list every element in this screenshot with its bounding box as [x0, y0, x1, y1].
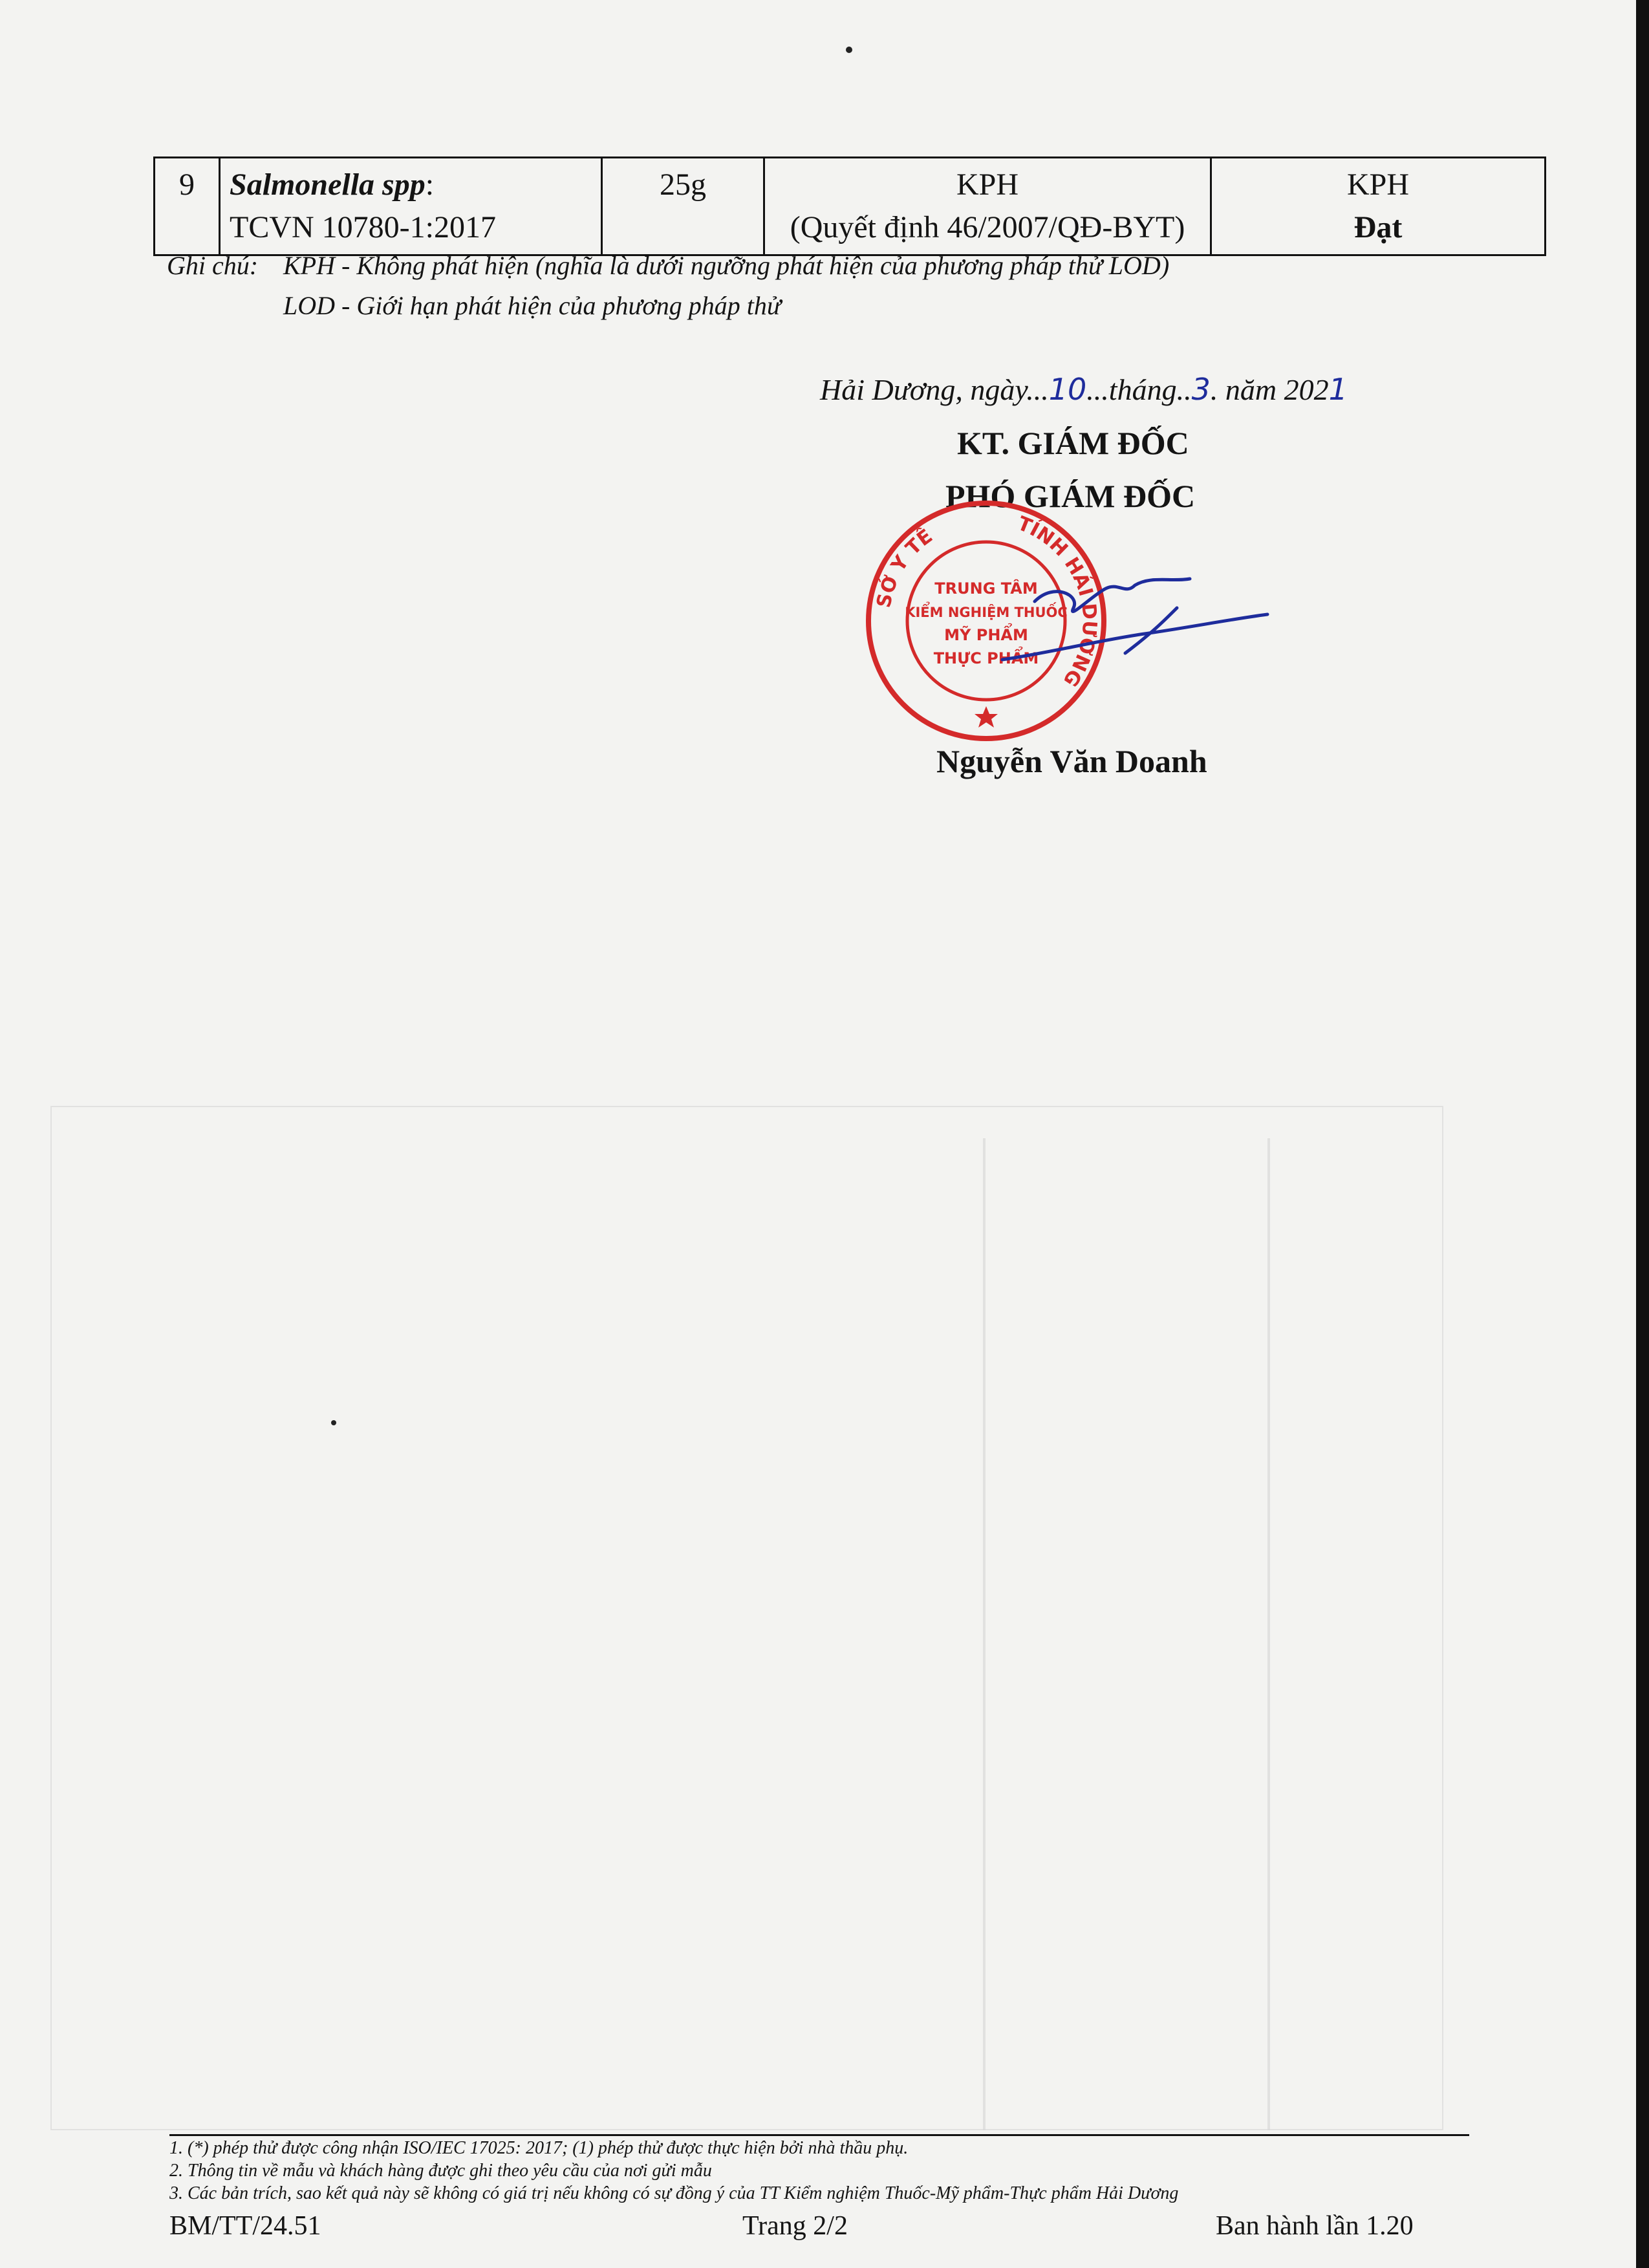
note-line-1: KPH - Không phát hiện (nghĩa là dưới ngưỡng phát hiện của phương pháp thử LOD) [283, 251, 1170, 280]
scan-speck [846, 47, 852, 53]
notes-label: Ghi chú: [167, 251, 259, 280]
revision-label: Ban hành lần 1.20 [1216, 2211, 1414, 2241]
stamp-line-2: KIỂM NGHIỆM THUỐC [905, 605, 1068, 620]
test-method: TCVN 10780-1:2017 [230, 210, 496, 244]
stamp-line-3: MỸ PHẨM [944, 626, 1028, 644]
notes [167, 246, 1169, 326]
date-year-digit: 1 [1328, 372, 1348, 407]
scan-speck [331, 1420, 336, 1425]
test-name: Salmonella spp [230, 167, 426, 202]
stamp-outer-right: TỈNH HẢI DƯƠNG [1014, 512, 1101, 691]
stamp-line-4: THỰC PHẨM [933, 649, 1039, 667]
date-year-label: năm 202 [1225, 373, 1329, 406]
test-name-suffix: : [425, 167, 435, 202]
bleed-through-column [1267, 1138, 1270, 2130]
table-row [155, 158, 1546, 255]
bleed-through-column [983, 1138, 986, 2130]
limit-value: KPH [956, 167, 1019, 202]
date-month-label: tháng [1108, 373, 1177, 406]
result-conclusion: Đạt [1353, 210, 1403, 244]
test-cell [220, 158, 602, 255]
bleed-through-table [50, 1106, 1443, 2130]
stamp-star-icon [975, 706, 998, 728]
signer-title-2: PHÓ GIÁM ĐỐC [945, 478, 1196, 514]
stamp-line-1: TRUNG TÂM [934, 579, 1038, 598]
date-month: 3 [1191, 372, 1211, 407]
signer-title-1: KT. GIÁM ĐỐC [957, 425, 1189, 461]
date-day: 10 [1048, 372, 1087, 407]
date-prefix: Hải Dương, ngày [820, 373, 1027, 406]
result-cell [1211, 158, 1546, 255]
handwritten-signature [996, 556, 1306, 686]
page-edge [1636, 0, 1649, 2268]
footer-divider [169, 2134, 1469, 2136]
footnote-2: 2. Thông tin về mẫu và khách hàng được ghi theo yêu cầu của nơi gửi mẫu [169, 2161, 712, 2181]
result-value: KPH [1346, 167, 1410, 202]
stamp-outer-left: SỞ Y TẾ [872, 524, 937, 610]
result-table [153, 157, 1546, 256]
page-number: Trang 2/2 [742, 2211, 848, 2241]
date-line: Hải Dương, ngày...10...tháng..3. năm 2021 [820, 372, 1348, 407]
row-number: 9 [155, 158, 220, 255]
form-code: BM/TT/24.51 [169, 2211, 321, 2241]
note-line-2: LOD - Giới hạn phát hiện của phương pháp thử [283, 291, 781, 320]
limit-reference: (Quyết định 46/2007/QĐ-BYT) [790, 210, 1185, 244]
footnote-1: 1. (*) phép thử được công nhận ISO/IEC 17025: 2017; (1) phép thử được thực hiện bởi nhà thầu phụ. [169, 2138, 909, 2158]
signer-name: Nguyễn Văn Doanh [936, 743, 1207, 779]
sample-amount: 25g [602, 158, 764, 255]
footnotes [169, 2137, 1178, 2205]
limit-cell [764, 158, 1211, 255]
footnote-3: 3. Các bản trích, sao kết quả này sẽ không có giá trị nếu không có sự đồng ý của TT Kiểm nghiệm Thuốc-Mỹ phẩm-Thực phẩm Hải Dương [169, 2183, 1179, 2203]
